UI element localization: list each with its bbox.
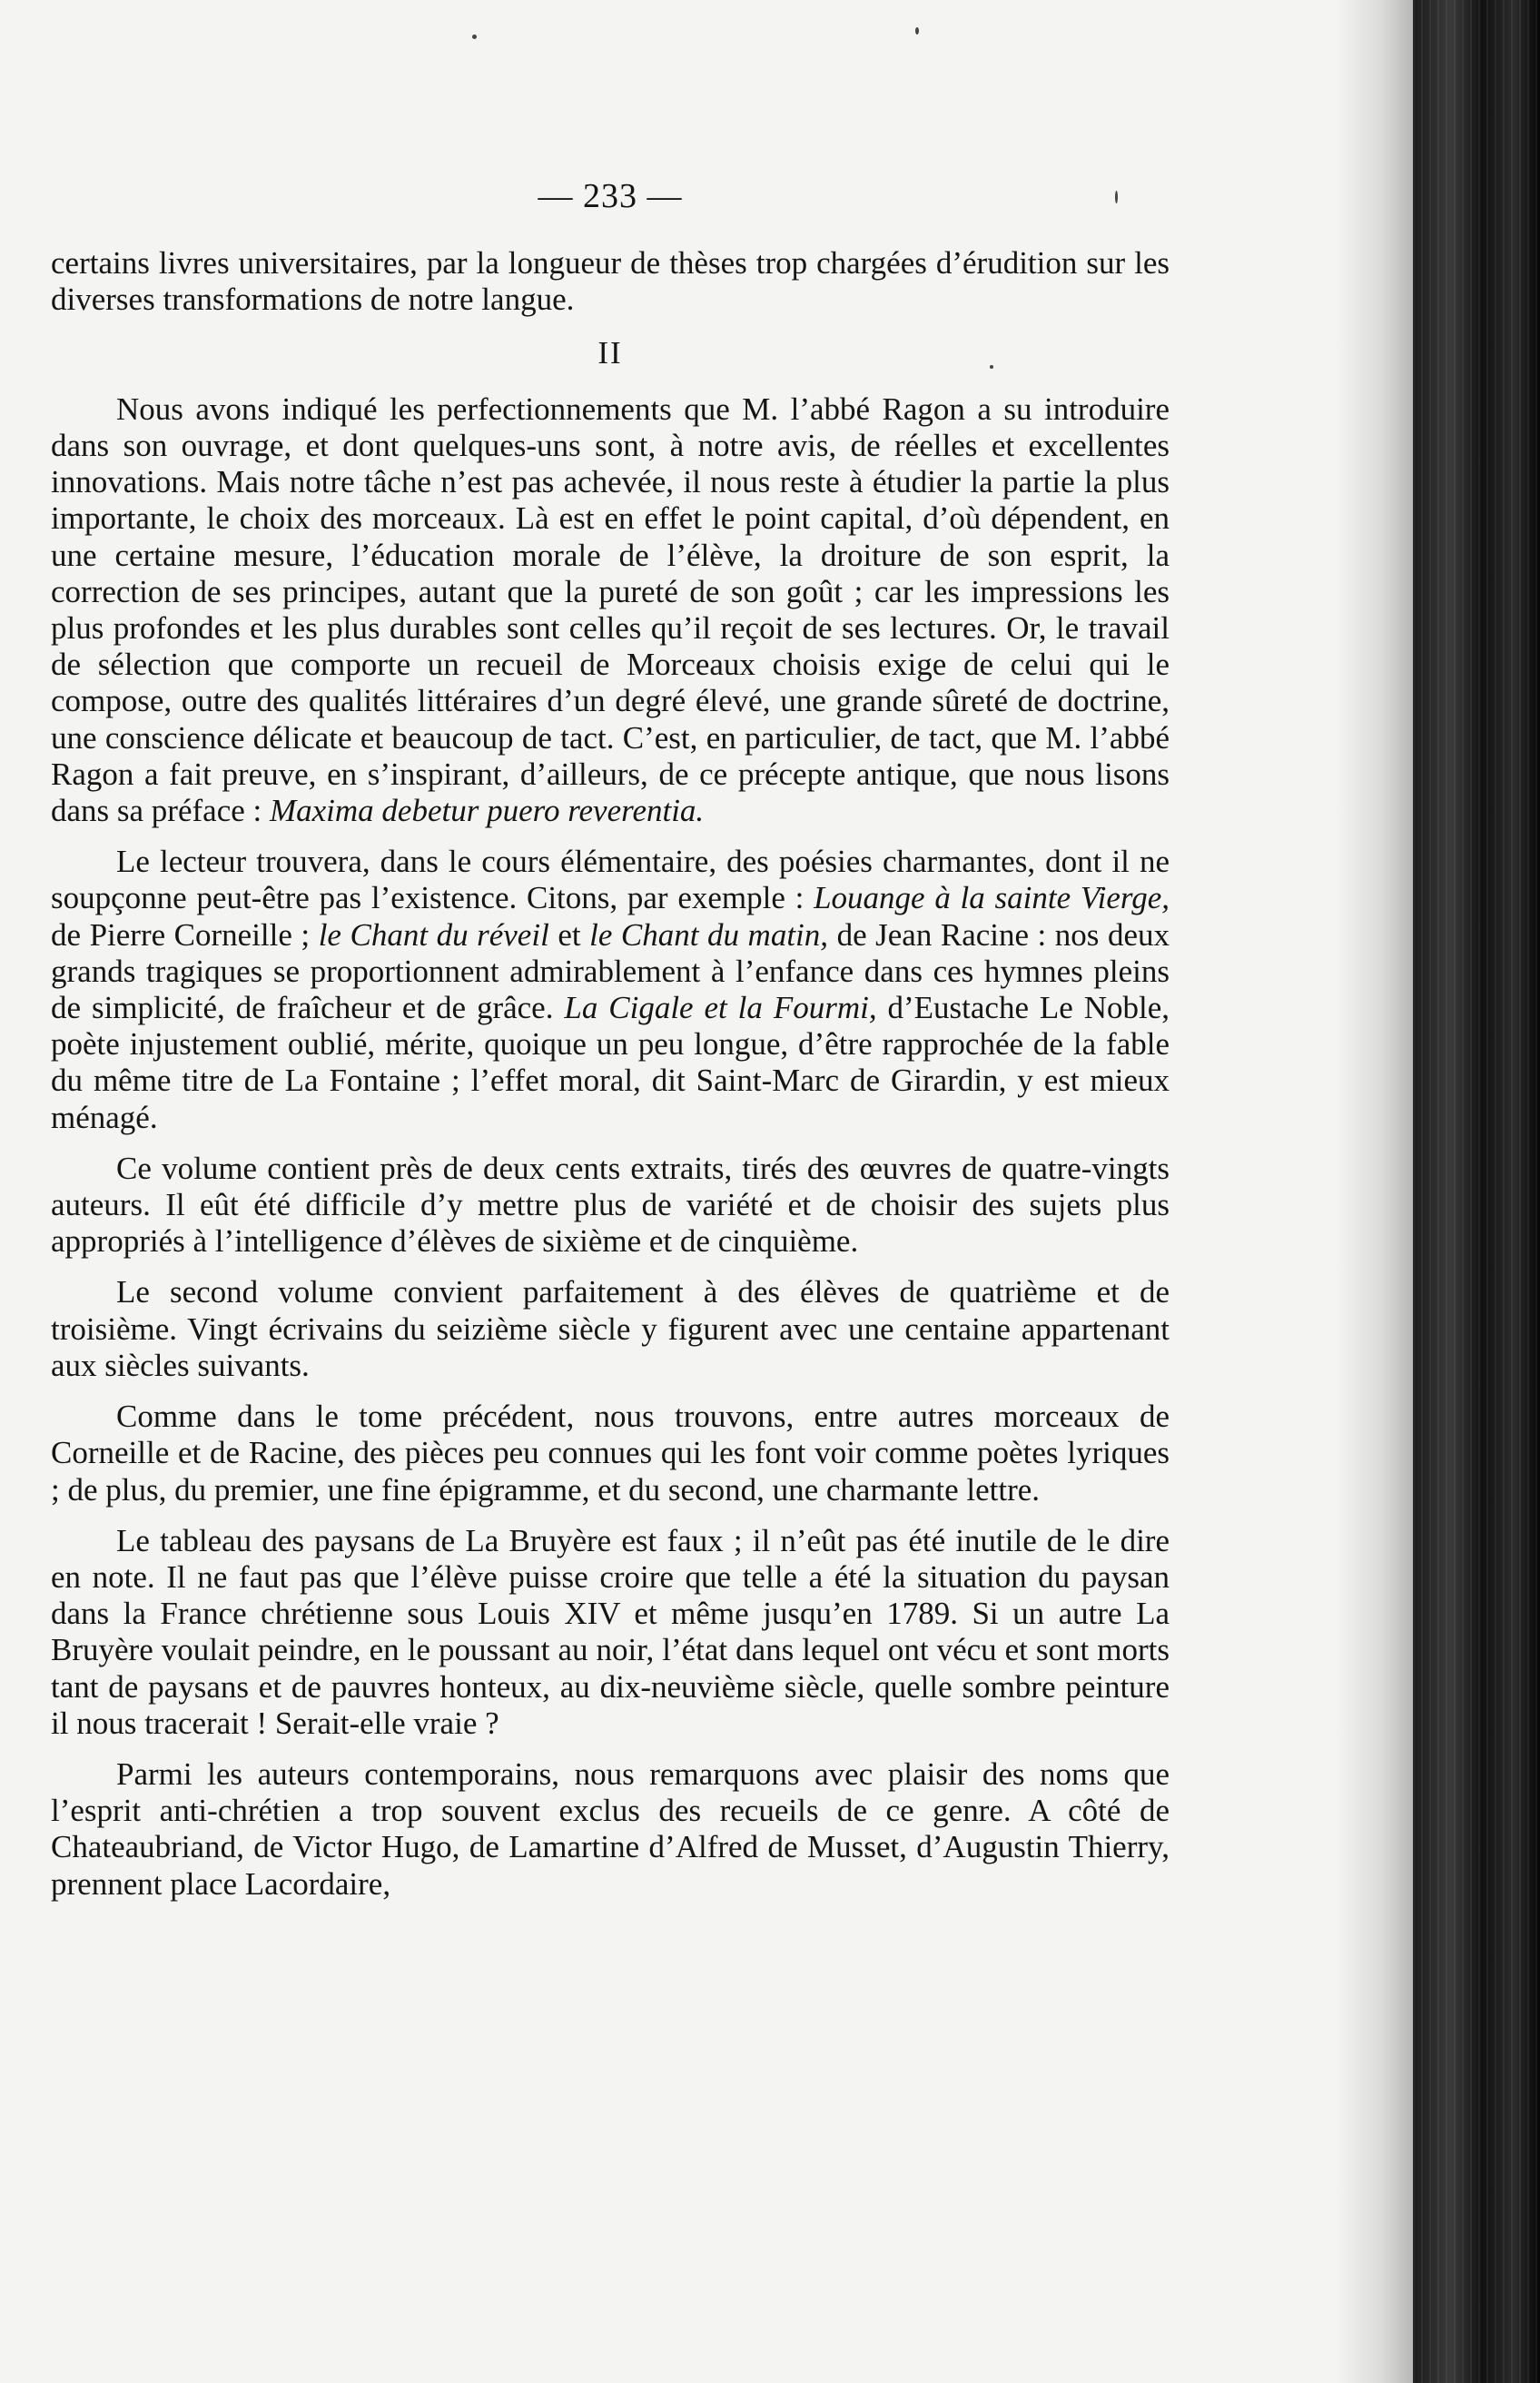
gutter-shadow xyxy=(1335,0,1413,2383)
paragraph-text: de Jean Racine : nos deux grands tragiques se proportionnent admirablement à l’enfance dans ces hymnes pleins de simplicité, de fraîcheur et de grâce. xyxy=(51,916,1170,1026)
paragraph-text: de Pierre Corneille ; xyxy=(51,916,311,953)
paragraph-cours-elementaire xyxy=(51,844,1170,1136)
paragraph-text: Le lecteur trouvera, dans le cours élémentaire, des poésies charmantes, dont il ne soupçonne peut-être pas l’existence. Citons, par exemple : xyxy=(51,844,1170,916)
work-title: le Chant du réveil xyxy=(318,916,549,953)
binding-texture xyxy=(1413,0,1540,2383)
paragraph-text: d’Eustache Le Noble, poète injustement oublié, mérite, quoique un peu longue, d’être rapprochée de la fable du même titre de La Fontaine ; l’effet moral, dit Saint-Marc de Girardin, y est mieux ménagé. xyxy=(51,990,1170,1135)
work-title: le Chant du matin, xyxy=(589,916,829,953)
paragraph-choix-des-morceaux xyxy=(51,391,1170,829)
paragraph-corneille-racine: Comme dans le tome précédent, nous trouvons, entre autres morceaux de Corneille et de Racine, des pièces peu connues qui les font voir comme poètes lyriques ; de plus, du premier, une fine épigramme, et du second, une charmante lettre. xyxy=(51,1399,1170,1508)
scan-speck xyxy=(915,27,919,35)
page-number: — 233 — xyxy=(538,177,683,215)
book-binding-edge xyxy=(1413,0,1540,2383)
work-title: Louange à la sainte Vierge, xyxy=(814,880,1170,916)
paragraph-premier-volume: Ce volume contient près de deux cents extraits, tirés des œuvres de quatre-vingts auteurs. Il eût été difficile d’y mettre plus de variété et de choisir des sujets plus appropriés à l’intelligence d’élèves de sixième et de cinquième. xyxy=(51,1150,1170,1260)
latin-quote: Maxima debetur puero reverentia. xyxy=(269,793,705,829)
section-heading: II xyxy=(597,334,623,371)
scan-speck xyxy=(472,35,477,39)
paragraph-auteurs-contemporains: Parmi les auteurs contemporains, nous remarquons avec plaisir des noms que l’esprit anti-chrétien a trop souvent exclus des recueils de ce genre. A côté de Chateaubriand, de Victor Hugo, de Lamartine d’Alfred de Musset, d’Augustin Thierry, prennent place Lacordaire, xyxy=(51,1755,1170,1902)
paragraph-text: Nous avons indiqué les perfectionnements que M. l’abbé Ragon a su introduire dans son ouvrage, et dont quelques-uns sont, à notre avis, de réelles et excellentes innovations. Mais notre tâche n’est pas achevée, il nous reste à étudier la partie la plus importante, le choix des morceaux. Là est en effet le point capital, d’où dépendent, en une certaine mesure, l’éducation morale de l’élève, la droiture de son esprit, la correction de ses principes, autant que la pureté de son goût ; car les impressions les plus profondes et les plus durables sont celles qu’il reçoit de ses lectures. Or, le travail de sélection que comporte un recueil de Morceaux choisis exige de celui qui le compose, outre des qualités littéraires d’un degré élevé, une grande sûreté de doctrine, une conscience délicate et beaucoup de tact. C’est, en particulier, de tact, que M. l’abbé Ragon a fait preuve, en s’inspirant, d’ailleurs, de ce précepte antique, que nous lisons dans sa préface : xyxy=(51,391,1170,829)
work-title: La Cigale et la Fourmi, xyxy=(564,990,877,1026)
paragraph-text: et xyxy=(558,916,581,953)
paragraph-continuation: certains livres universitaires, par la longueur de thèses trop chargées d’érudition sur les diverses transformations de notre langue. xyxy=(51,245,1170,318)
paragraph-la-bruyere: Le tableau des paysans de La Bruyère est faux ; il n’eût pas été inutile de le dire en note. Il ne faut pas que l’élève puisse croire que telle a été la situation du paysan dans la France chrétienne sous Louis XIV et même jusqu’en 1789. Si un autre La Bruyère voulait peindre, en le poussant au noir, l’état dans lequel ont vécu et sont morts tant de paysans et de pauvres honteux, au dix-neuvième siècle, quelle sombre peinture il nous tracerait ! Serait-elle vraie ? xyxy=(51,1522,1170,1741)
page-content xyxy=(51,178,1170,1903)
paragraph-second-volume: Le second volume convient parfaitement à des élèves de quatrième et de troisième. Vingt écrivains du seizième siècle y figurent avec une centaine appartenant aux siècles suivants. xyxy=(51,1274,1170,1383)
